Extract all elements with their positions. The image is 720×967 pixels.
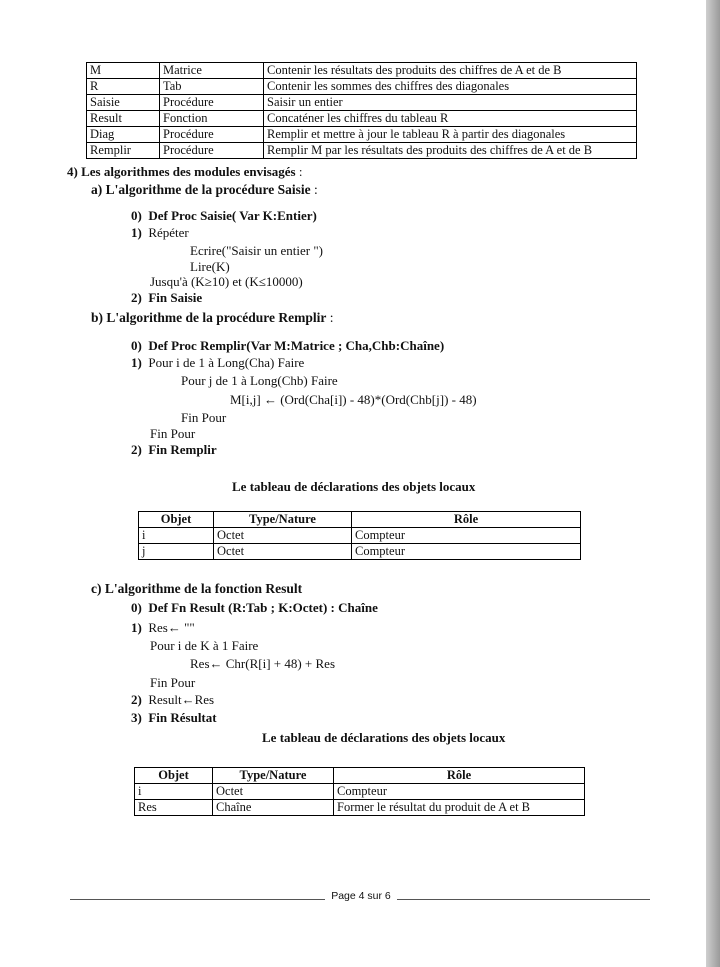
result-line-1a: Pour i de K à 1 Faire	[150, 638, 259, 653]
table-row	[87, 127, 637, 143]
cell-objet: i	[139, 528, 214, 544]
cell-description: Concaténer les chiffres du tableau R	[264, 111, 637, 127]
cell-type: Chaîne	[213, 800, 334, 816]
remplir-line-2-number: 2)	[131, 442, 142, 457]
cell-type: Octet	[213, 784, 334, 800]
cell-type: Fonction	[160, 111, 264, 127]
remplir-line-0-text: Def Proc Remplir(Var M:Matrice ; Cha,Chb:Chaîne)	[148, 338, 445, 353]
page-footer	[70, 890, 650, 906]
cell-name: Saisie	[87, 95, 160, 111]
cell-role: Compteur	[352, 544, 581, 560]
table-row	[87, 79, 637, 95]
saisie-line-1c: Jusqu'à (K≥10) et (K≤10000)	[150, 274, 303, 289]
cell-type: Procédure	[160, 95, 264, 111]
result-line-0-number: 0)	[131, 600, 142, 615]
footer-rule-right	[397, 899, 650, 900]
table-row	[135, 800, 585, 816]
cell-role: Compteur	[334, 784, 585, 800]
header-objet: Objet	[135, 768, 213, 784]
result-line-0	[131, 600, 378, 616]
saisie-line-2-text: Fin Saisie	[148, 290, 203, 305]
section-4-colon: :	[295, 164, 303, 179]
result-line-1c: Fin Pour	[150, 675, 196, 690]
cell-description: Contenir les sommes des chiffres des diagonales	[264, 79, 637, 95]
cell-name: Diag	[87, 127, 160, 143]
cell-description: Remplir et mettre à jour le tableau R à partir des diagonales	[264, 127, 637, 143]
cell-description: Remplir M par les résultats des produits des chiffres de A et de B	[264, 143, 637, 159]
saisie-heading-colon: :	[310, 182, 318, 197]
result-line-2-text: Result←Res	[148, 692, 215, 707]
cell-name: M	[87, 63, 160, 79]
saisie-line-1b: Lire(K)	[190, 259, 230, 274]
result-table-header-row	[135, 768, 585, 784]
cell-name: R	[87, 79, 160, 95]
cell-name: Result	[87, 111, 160, 127]
saisie-line-1a: Ecrire("Saisir un entier ")	[190, 243, 323, 258]
header-type-nature: Type/Nature	[213, 768, 334, 784]
table-row	[87, 111, 637, 127]
cell-type: Procédure	[160, 143, 264, 159]
result-line-3-number: 3)	[131, 710, 142, 725]
table-row	[87, 95, 637, 111]
page-edge-shadow	[706, 0, 720, 967]
saisie-line-0-number: 0)	[131, 208, 142, 223]
header-role: Rôle	[334, 768, 585, 784]
saisie-line-1	[131, 225, 189, 241]
table-row	[87, 63, 637, 79]
saisie-heading	[91, 182, 318, 198]
cell-role: Compteur	[352, 528, 581, 544]
result-line-1	[131, 620, 195, 636]
result-table-title: Le tableau de déclarations des objets locaux	[262, 730, 506, 745]
section-4-heading	[67, 164, 302, 180]
remplir-line-2-text: Fin Remplir	[148, 442, 217, 457]
cell-role: Former le résultat du produit de A et B	[334, 800, 585, 816]
header-type-nature: Type/Nature	[214, 512, 352, 528]
remplir-locals-table	[138, 511, 581, 560]
result-heading-title: L'algorithme de la fonction Result	[104, 581, 303, 596]
result-line-3	[131, 710, 217, 726]
result-heading-number: c)	[91, 581, 102, 596]
cell-name: Remplir	[87, 143, 160, 159]
remplir-table-header-row	[139, 512, 581, 528]
remplir-heading-number: b)	[91, 310, 104, 325]
section-4-number: 4)	[67, 164, 78, 179]
result-line-0-text: Def Fn Result (R:Tab ; K:Octet) : Chaîne	[148, 600, 378, 615]
remplir-line-1c: Fin Pour	[181, 410, 227, 425]
saisie-line-0-text: Def Proc Saisie( Var K:Entier)	[148, 208, 317, 223]
table-row	[135, 784, 585, 800]
remplir-line-1	[131, 355, 304, 371]
cell-objet: Res	[135, 800, 213, 816]
saisie-heading-number: a)	[91, 182, 103, 197]
cell-type: Octet	[214, 544, 352, 560]
header-objet: Objet	[139, 512, 214, 528]
remplir-line-1a: Pour j de 1 à Long(Chb) Faire	[181, 373, 338, 388]
result-line-2	[131, 692, 214, 708]
result-line-2-number: 2)	[131, 692, 142, 707]
cell-type: Tab	[160, 79, 264, 95]
page-number: Page 4 sur 6	[331, 890, 391, 902]
saisie-line-1-number: 1)	[131, 225, 142, 240]
remplir-heading	[91, 310, 334, 326]
cell-type: Matrice	[160, 63, 264, 79]
remplir-line-1-number: 1)	[131, 355, 142, 370]
result-line-1-text: Res← ""	[148, 620, 195, 635]
remplir-line-2	[131, 442, 217, 458]
cell-type: Procédure	[160, 127, 264, 143]
remplir-line-1-text: Pour i de 1 à Long(Cha) Faire	[148, 355, 305, 370]
result-heading	[91, 581, 302, 597]
cell-objet: j	[139, 544, 214, 560]
cell-description: Contenir les résultats des produits des chiffres de A et de B	[264, 63, 637, 79]
table-row	[139, 544, 581, 560]
cell-description: Saisir un entier	[264, 95, 637, 111]
cell-objet: i	[135, 784, 213, 800]
remplir-line-0-number: 0)	[131, 338, 142, 353]
saisie-heading-title: L'algorithme de la procédure Saisie	[105, 182, 311, 197]
remplir-heading-title: L'algorithme de la procédure Remplir	[106, 310, 327, 325]
result-line-1b: Res← Chr(R[i] + 48) + Res	[190, 656, 336, 671]
remplir-table-title: Le tableau de déclarations des objets locaux	[232, 479, 476, 494]
header-role: Rôle	[352, 512, 581, 528]
table-row	[87, 143, 637, 159]
remplir-line-1b: M[i,j] ← (Ord(Cha[i]) - 48)*(Ord(Chb[j]) - 48)	[230, 392, 477, 407]
remplir-heading-colon: :	[326, 310, 334, 325]
saisie-line-1-text: Répéter	[148, 225, 189, 240]
saisie-line-0	[131, 208, 317, 224]
remplir-line-0	[131, 338, 444, 354]
modules-table	[86, 62, 637, 159]
section-4-title: Les algorithmes des modules envisagés	[81, 164, 296, 179]
saisie-line-2-number: 2)	[131, 290, 142, 305]
saisie-line-2	[131, 290, 202, 306]
result-line-1-number: 1)	[131, 620, 142, 635]
footer-rule-left	[70, 899, 325, 900]
result-locals-table	[134, 767, 585, 816]
result-line-3-text: Fin Résultat	[148, 710, 217, 725]
remplir-line-1d: Fin Pour	[150, 426, 196, 441]
modules-table-body	[87, 63, 637, 159]
cell-type: Octet	[214, 528, 352, 544]
table-row	[139, 528, 581, 544]
